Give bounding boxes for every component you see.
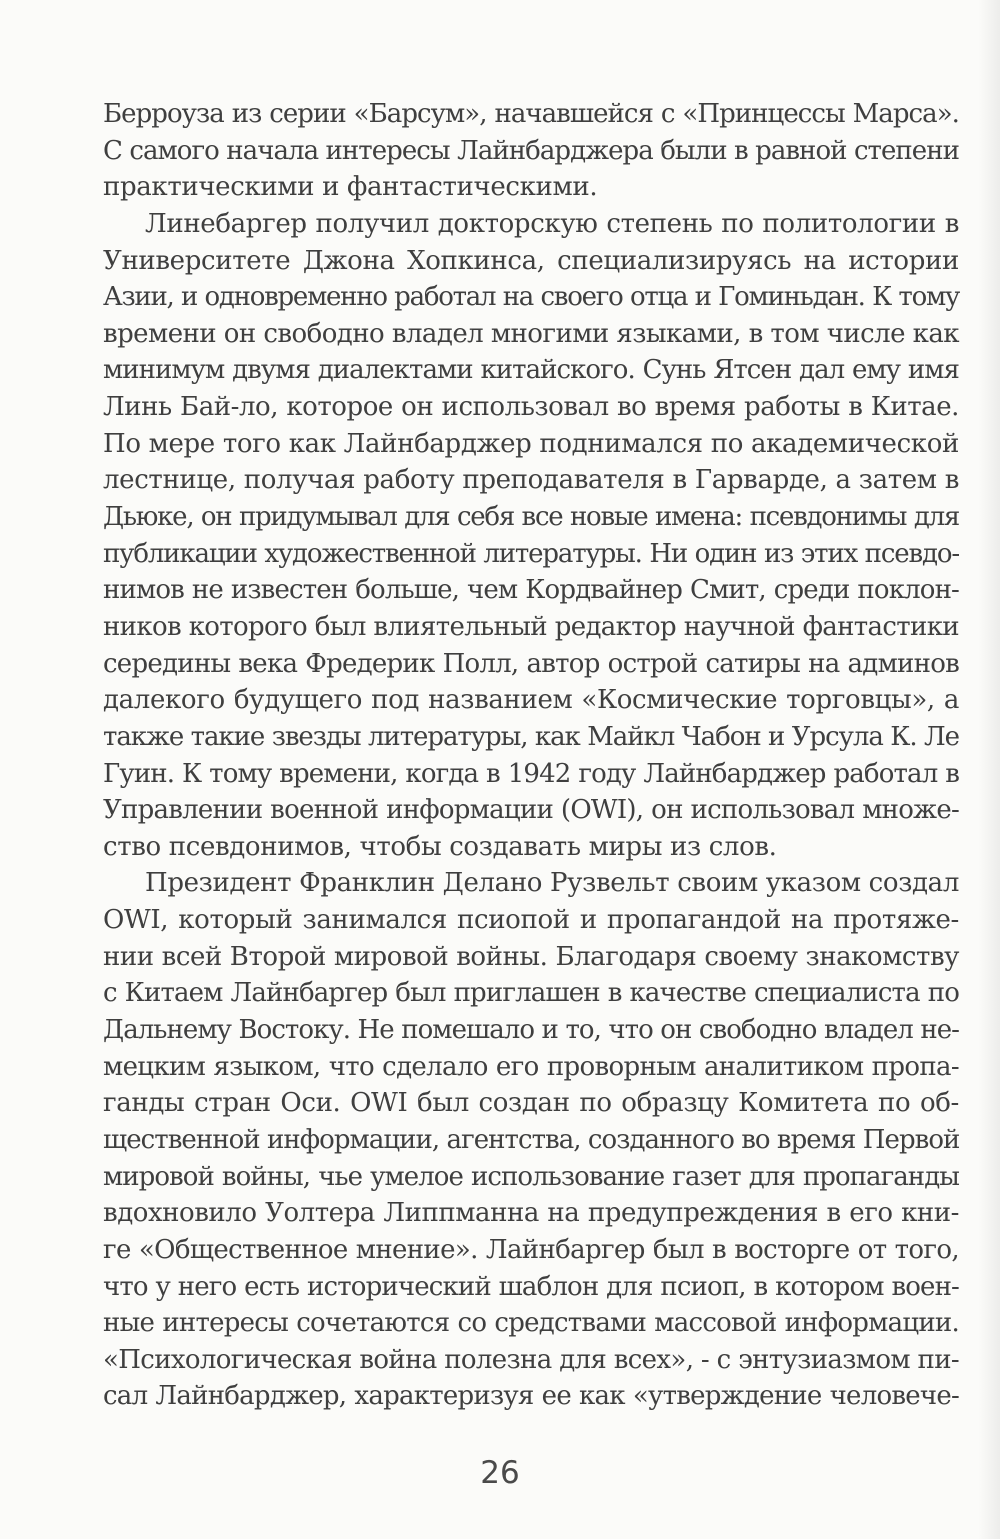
text-line: ганды стран Оси. OWI был создан по образцу Комитета по об- — [103, 1088, 959, 1119]
text-line: минимум двумя диалектами китайского. Сунь Ятсен дал ему имя — [103, 355, 959, 386]
text-line: нимов не известен больше, чем Кордвайнер Смит, среди поклон- — [103, 575, 959, 606]
text-line: По мере того как Лайнбарджер поднимался по академической — [103, 428, 959, 459]
text-line: с Китаем Лайнбаргер был приглашен в качестве специалиста по — [103, 978, 959, 1009]
body-text — [103, 96, 959, 1415]
text-line: Университете Джона Хопкинса, специализируясь на истории — [103, 245, 959, 276]
text-line: мировой войны, чье умелое использование газет для пропаганды — [103, 1161, 959, 1192]
text-line: середины века Фредерик Полл, автор острой сатиры на админов — [103, 648, 959, 679]
text-line: далекого будущего под названием «Космические торговцы», а — [103, 685, 959, 716]
text-line: что у него есть исторический шаблон для псиоп, в котором воен- — [103, 1271, 959, 1302]
text-line: Линебаргер получил докторскую степень по политологии в — [145, 208, 959, 239]
text-line: практическими и фантастическими. — [103, 172, 598, 203]
text-line: Линь Бай-ло, которое он использовал во время работы в Китае. — [103, 392, 959, 423]
text-line: времени он свободно владел многими языками, в том числе как — [103, 318, 960, 349]
text-line: публикации художественной литературы. Ни один из этих псевдо- — [103, 538, 959, 569]
text-line: Гуин. К тому времени, когда в 1942 году Лайнбарджер работал в — [103, 758, 959, 789]
page-edge-shadow — [978, 0, 1000, 1539]
text-line: также такие звезды литературы, как Майкл Чабон и Урсула К. Ле — [103, 721, 959, 752]
text-line: Президент Франклин Делано Рузвельт своим указом создал — [145, 868, 960, 899]
text-line: вдохновило Уолтера Липпманна на предупреждения в его кни- — [103, 1198, 959, 1229]
text-line: Берроуза из серии «Барсум», начавшейся с «Принцессы Марса». — [103, 99, 959, 129]
text-line: Управлении военной информации (OWI), он использовал множе- — [103, 795, 959, 826]
text-line: ные интересы сочетаются со средствами массовой информации. — [103, 1308, 959, 1339]
text-line: ге «Общественное мнение». Лайнбаргер был в восторге от того, — [103, 1234, 959, 1265]
text-line: лестнице, получая работу преподавателя в Гарварде, а затем в — [103, 465, 959, 496]
text-line: Дьюке, он придумывал для себя все новые имена: псевдонимы для — [103, 502, 959, 533]
text-line: ников которого был влиятельный редактор научной фантастики — [103, 611, 959, 642]
text-line: ство псевдонимов, чтобы создавать миры из слов. — [103, 831, 777, 862]
text-line: мецким языком, что сделало его проворным аналитиком пропа- — [103, 1051, 959, 1082]
text-line: щественной информации, агентства, созданного во время Первой — [103, 1124, 960, 1155]
text-line: Азии, и одновременно работал на своего отца и Гоминьдан. К тому — [103, 282, 959, 313]
text-line: нии всей Второй мировой войны. Благодаря своему знакомству — [103, 941, 959, 972]
text-line: «Психологическая война полезна для всех», - с энтузиазмом пи- — [103, 1344, 960, 1375]
text-line: Дальнему Востоку. Не помешало и то, что он свободно владел не- — [103, 1015, 959, 1046]
text-line: сал Лайнбарджер, характеризуя ее как «утверждение человече- — [103, 1381, 959, 1412]
page-number: 26 — [480, 1455, 520, 1491]
text-line: OWI, который занимался псиопой и пропагандой на протяже- — [103, 905, 959, 936]
text-line: С самого начала интересы Лайнбарджера были в равной степени — [103, 135, 959, 166]
